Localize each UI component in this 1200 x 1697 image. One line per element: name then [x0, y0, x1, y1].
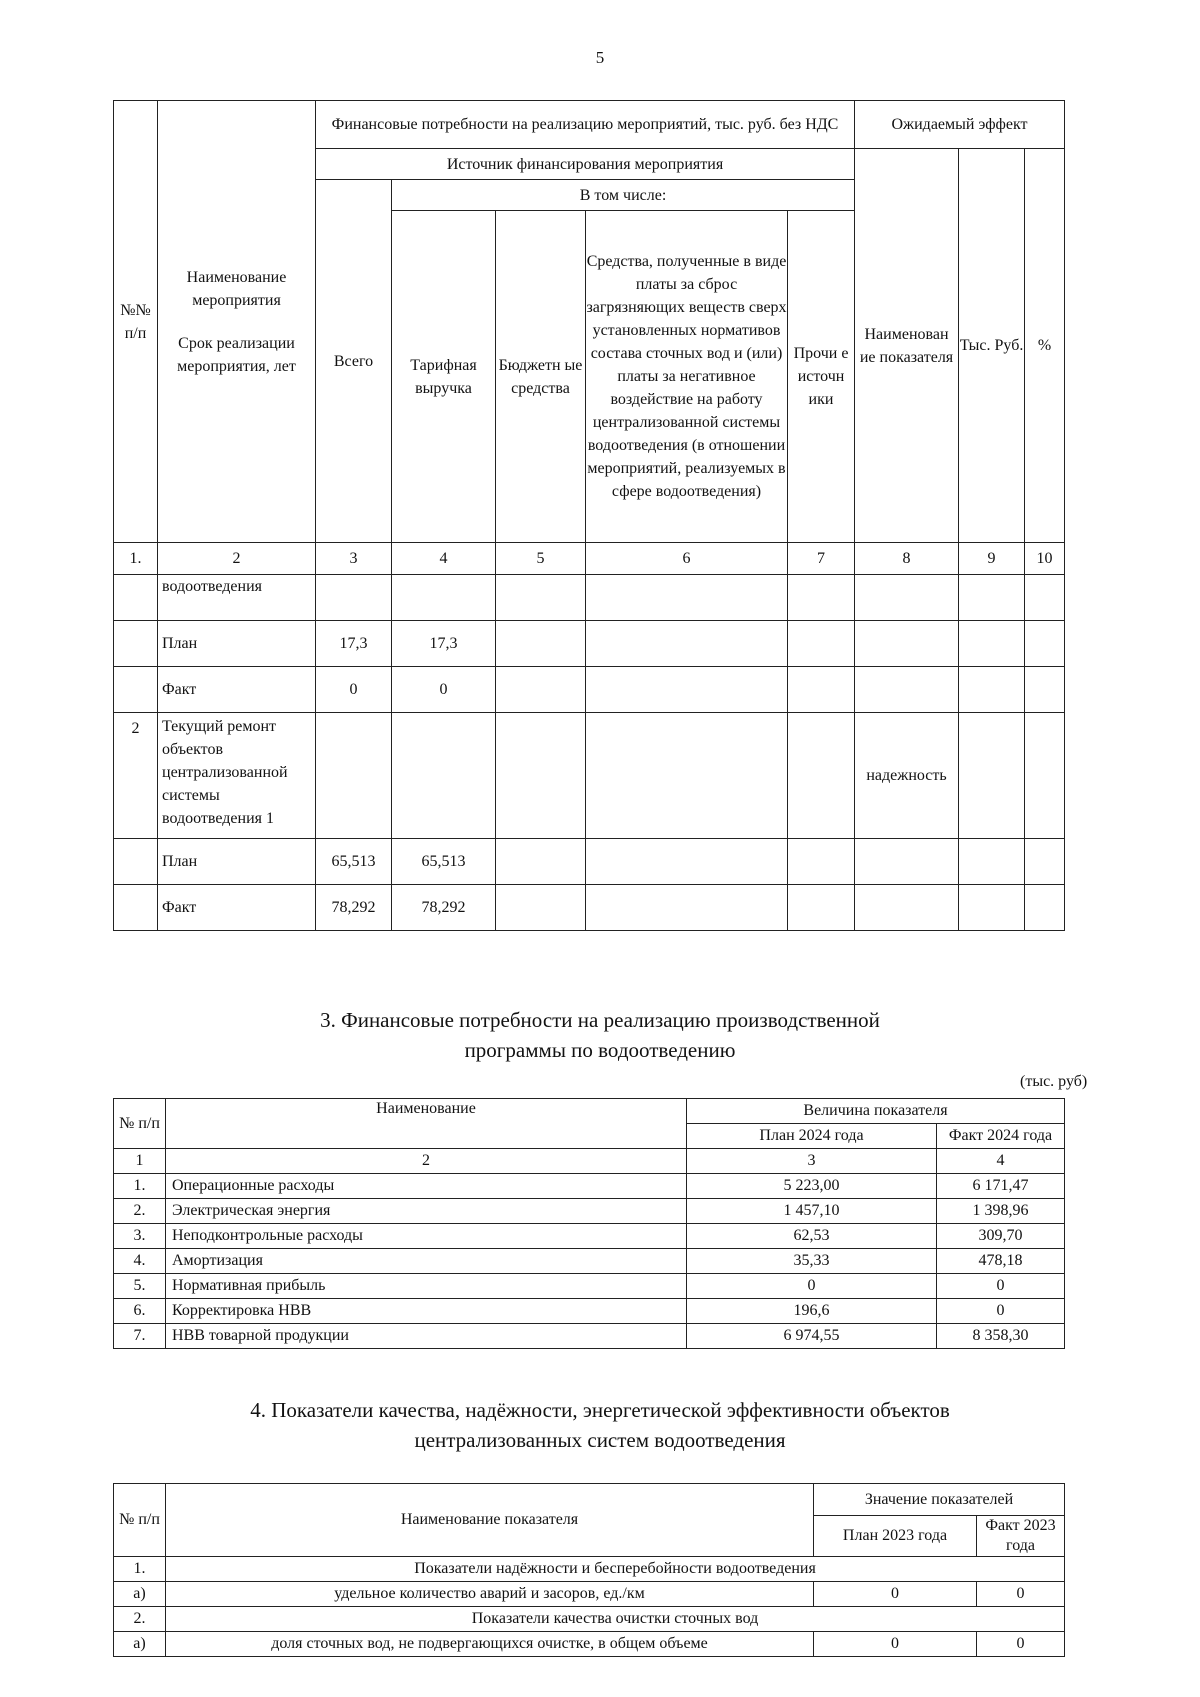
- col-number: 1.: [114, 543, 158, 575]
- row-num: 2.: [114, 1199, 166, 1224]
- row-plan: 1 457,10: [687, 1199, 937, 1224]
- section3-title-line1: 3. Финансовые потребности на реализацию производственной: [320, 1008, 880, 1032]
- indicator-header: Наименован ие показателя: [855, 149, 959, 543]
- row-tariff: [392, 713, 496, 839]
- funds-header: Средства, полученные в виде платы за сброс загрязняющих веществ сверх установленных нормативов состава сточных вод и (или) платы за негативное воздействие на работу централизованной системы водоотведения (в отношении мероприятий, реализуемых в сфере водоотведения): [586, 211, 788, 543]
- row-name: доля сточных вод, не подвергающихся очистке, в общем объеме: [166, 1632, 814, 1657]
- row-num: 1.: [114, 1174, 166, 1199]
- row-indicator: [855, 575, 959, 621]
- col-number: 3: [316, 543, 392, 575]
- table-row: [114, 1249, 1065, 1274]
- percent-header: %: [1025, 149, 1065, 543]
- row-fact: 1 398,96: [937, 1199, 1065, 1224]
- other-header: Прочи е источн ики: [788, 211, 855, 543]
- table-row: [114, 667, 1065, 713]
- table-row: [114, 1174, 1065, 1199]
- col-number: 4: [937, 1149, 1065, 1174]
- row-name: удельное количество аварий и засоров, ед./км: [166, 1582, 814, 1607]
- col-number: 3: [687, 1149, 937, 1174]
- table-row: [114, 1299, 1065, 1324]
- table-row: [114, 1582, 1065, 1607]
- row-total: 78,292: [316, 885, 392, 931]
- num-header: № п/п: [114, 1484, 166, 1557]
- row-name: Нормативная прибыль: [166, 1274, 687, 1299]
- row-num: а): [114, 1632, 166, 1657]
- section3-title-line2: программы по водоотведению: [464, 1038, 736, 1062]
- quality-indicators-table: [113, 1483, 1065, 1657]
- tariff-header: Тарифная выручка: [392, 211, 496, 543]
- budget-header: Бюджетн ые средства: [496, 211, 586, 543]
- source-header: Источник финансирования мероприятия: [316, 149, 855, 180]
- column-number-row: [114, 1149, 1065, 1174]
- row-num: [114, 839, 158, 885]
- col-number: 10: [1025, 543, 1065, 575]
- table-row: [114, 1324, 1065, 1349]
- row-num: 1.: [114, 1557, 166, 1582]
- row-name: НВВ товарной продукции: [166, 1324, 687, 1349]
- table-row: [114, 1632, 1065, 1657]
- row-indicator: [855, 621, 959, 667]
- row-plan: 0: [687, 1274, 937, 1299]
- section4-title-line1: 4. Показатели качества, надёжности, энергетической эффективности объектов: [250, 1398, 950, 1422]
- value-header: Значение показателей: [814, 1484, 1065, 1516]
- including-header: В том числе:: [392, 180, 855, 211]
- row-num: [114, 667, 158, 713]
- table-row: [114, 575, 1065, 621]
- row-num: 7.: [114, 1324, 166, 1349]
- row-total: 17,3: [316, 621, 392, 667]
- group-name: Показатели надёжности и бесперебойности водоотведения: [166, 1557, 1065, 1582]
- total-header: Всего: [316, 180, 392, 543]
- row-name: Операционные расходы: [166, 1174, 687, 1199]
- fact-header: Факт 2024 года: [937, 1124, 1065, 1149]
- col-number: 1: [114, 1149, 166, 1174]
- row-fact: 478,18: [937, 1249, 1065, 1274]
- row-name: Неподконтрольные расходы: [166, 1224, 687, 1249]
- row-name: План: [158, 839, 316, 885]
- row-plan: 6 974,55: [687, 1324, 937, 1349]
- col-number: 9: [959, 543, 1025, 575]
- row-plan: 0: [814, 1632, 977, 1657]
- table-row: [114, 1224, 1065, 1249]
- col-number: 4: [392, 543, 496, 575]
- row-total: [316, 575, 392, 621]
- row-name: водоотведения: [158, 575, 316, 621]
- table-row: [114, 839, 1065, 885]
- row-fact: 6 171,47: [937, 1174, 1065, 1199]
- value-header: Величина показателя: [687, 1099, 1065, 1124]
- row-name: План: [158, 621, 316, 667]
- row-num: [114, 885, 158, 931]
- finance-header: Финансовые потребности на реализацию мероприятий, тыс. руб. без НДС: [316, 101, 855, 149]
- col-num-header: №№ п/п: [114, 101, 158, 543]
- row-num: 2.: [114, 1607, 166, 1632]
- table-row: [114, 1199, 1065, 1224]
- row-name: Электрическая энергия: [166, 1199, 687, 1224]
- num-header: № п/п: [114, 1099, 166, 1149]
- col-number: 2: [166, 1149, 687, 1174]
- group-name: Показатели качества очистки сточных вод: [166, 1607, 1065, 1632]
- col-name-line2: Срок реализации мероприятия, лет: [177, 334, 296, 375]
- measures-finance-table: [113, 100, 1065, 931]
- row-tariff: 0: [392, 667, 496, 713]
- col-name-header: [158, 101, 316, 543]
- thousand-header: Тыс. Руб.: [959, 149, 1025, 543]
- row-num: [114, 621, 158, 667]
- name-header: Наименование показателя: [166, 1484, 814, 1557]
- row-indicator: надежность: [855, 713, 959, 839]
- row-total: 65,513: [316, 839, 392, 885]
- plan-header: План 2023 года: [814, 1516, 977, 1557]
- row-num: [114, 575, 158, 621]
- col-number: 7: [788, 543, 855, 575]
- col-number: 8: [855, 543, 959, 575]
- col-number: 2: [158, 543, 316, 575]
- row-fact: 0: [977, 1632, 1065, 1657]
- col-number: 5: [496, 543, 586, 575]
- row-fact: 309,70: [937, 1224, 1065, 1249]
- table-row: [114, 1274, 1065, 1299]
- row-total: [316, 713, 392, 839]
- row-fact: 8 358,30: [937, 1324, 1065, 1349]
- row-fact: 0: [937, 1274, 1065, 1299]
- row-name: Корректировка НВВ: [166, 1299, 687, 1324]
- row-name: Факт: [158, 667, 316, 713]
- row-tariff: 78,292: [392, 885, 496, 931]
- row-num: а): [114, 1582, 166, 1607]
- row-fact: 0: [977, 1582, 1065, 1607]
- effect-header: Ожидаемый эффект: [855, 101, 1065, 149]
- row-indicator: [855, 667, 959, 713]
- plan-header: План 2024 года: [687, 1124, 937, 1149]
- table-row: [114, 621, 1065, 667]
- table-row: [114, 885, 1065, 931]
- row-plan: 0: [814, 1582, 977, 1607]
- row-plan: 62,53: [687, 1224, 937, 1249]
- table-row: [114, 713, 1065, 839]
- col-name-line1: Наименование мероприятия: [186, 268, 287, 309]
- name-header: Наименование: [166, 1099, 687, 1149]
- col-number: 6: [586, 543, 788, 575]
- row-num: 4.: [114, 1249, 166, 1274]
- row-num: 6.: [114, 1299, 166, 1324]
- row-tariff: [392, 575, 496, 621]
- unit-label: (тыс. руб): [1020, 1073, 1088, 1090]
- page-number: 5: [595, 48, 605, 67]
- row-tariff: 17,3: [392, 621, 496, 667]
- row-name: Текущий ремонт объектов централизованной системы водоотведения 1: [158, 713, 316, 839]
- row-total: 0: [316, 667, 392, 713]
- column-number-row: [114, 543, 1065, 575]
- finance-needs-table: [113, 1098, 1065, 1349]
- row-num: 3.: [114, 1224, 166, 1249]
- section4-title: [0, 1395, 1200, 1455]
- group-row: [114, 1607, 1065, 1632]
- section4-title-line2: централизованных систем водоотведения: [414, 1428, 786, 1452]
- row-fact: 0: [937, 1299, 1065, 1324]
- row-num: 2: [114, 713, 158, 839]
- row-plan: 196,6: [687, 1299, 937, 1324]
- row-plan: 5 223,00: [687, 1174, 937, 1199]
- group-row: [114, 1557, 1065, 1582]
- row-indicator: [855, 885, 959, 931]
- section3-title: [0, 1005, 1200, 1065]
- row-plan: 35,33: [687, 1249, 937, 1274]
- row-indicator: [855, 839, 959, 885]
- row-name: Факт: [158, 885, 316, 931]
- row-num: 5.: [114, 1274, 166, 1299]
- fact-header: Факт 2023 года: [977, 1516, 1065, 1557]
- row-name: Амортизация: [166, 1249, 687, 1274]
- row-tariff: 65,513: [392, 839, 496, 885]
